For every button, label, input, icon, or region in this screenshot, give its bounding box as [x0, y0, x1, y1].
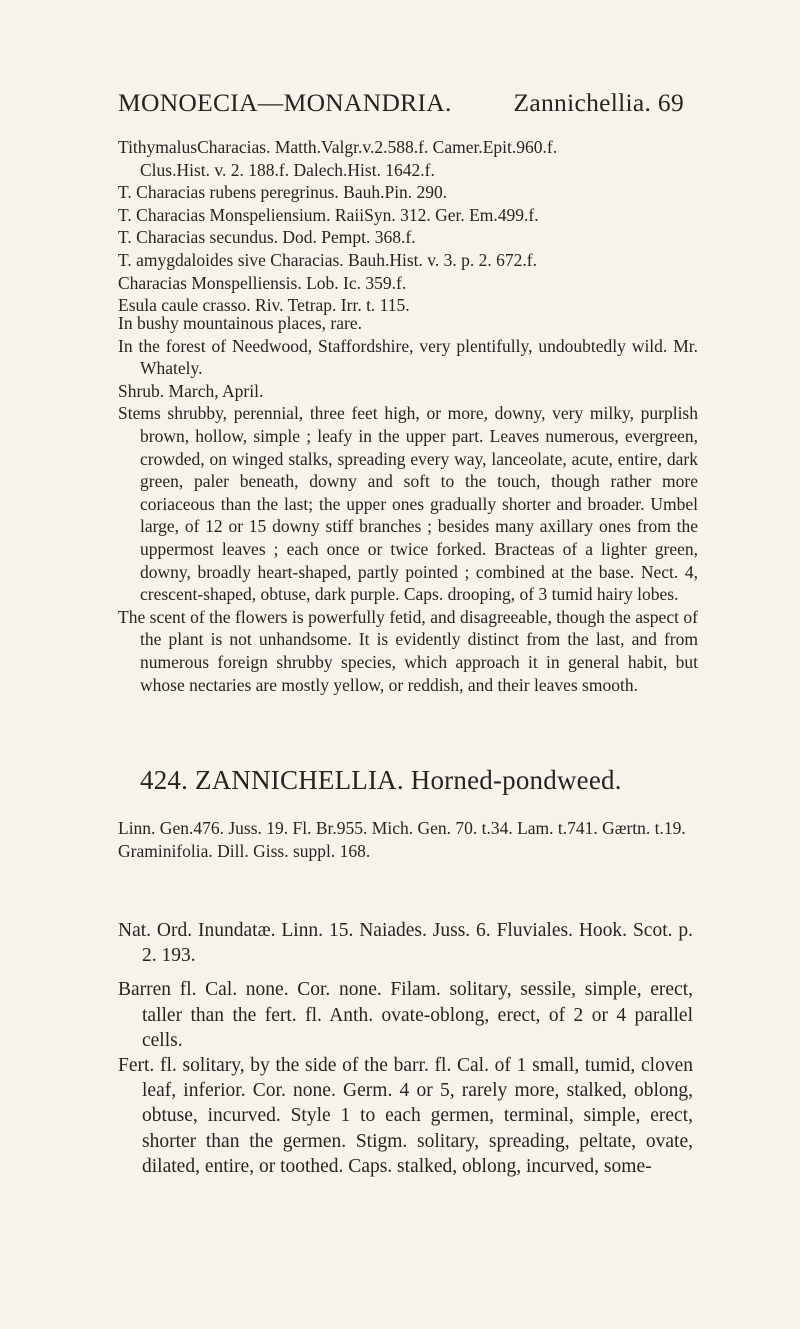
species-synonyms — [118, 136, 698, 317]
genus-page-title: Zannichellia. — [513, 88, 652, 117]
genus-name: ZANNICHELLIA. — [195, 765, 404, 795]
page-number: 69 — [657, 88, 684, 117]
genus-references — [118, 817, 690, 862]
fertile-flower-text: Fert. fl. solitary, by the side of the barr. fl. Cal. of 1 small, tumid, cloven leaf, inferior. Cor. none. Germ. 4 or 5, rarely more, stalked, oblong, obtuse, incurved. Style 1 to each germen, terminal, simple, erect, shorter than the germen. Stigm. solitary, spreading, peltate, ovate, dilated, entire, or toothed. Caps. stalked, oblong, incurved, some- — [118, 1055, 693, 1177]
genus-synonym-text: Graminifolia. Dill. Giss. suppl. 168. — [118, 840, 371, 861]
synonym-line: Esula caule crasso. Riv. Tetrap. Irr. t. 115. — [118, 295, 410, 316]
locality-text: In the forest of Needwood, Staffordshire, very plentifully, undoubtedly wild. Mr. Whately. — [118, 335, 698, 379]
genus-number: 424. — [140, 765, 189, 795]
species-description: Stems shrubby, perennial, three feet high, or more, downy, very milky, purplish brown, hollow, simple ; leafy in the upper part. Leaves numerous, evergreen, crowded, on winged stalks, spreading every way, lanceolate, acute, entire, dark green, paler beneath, downy and soft to the touch, though rather more coriaceous than the last; the upper ones gradually shorter and broader. Umbel large, of 12 or 15 downy stiff branches ; besides many axillary ones from the uppermost leaves ; each once or twice forked. Bracteas of a lighter green, downy, broadly heart-shaped, partly pointed ; combined at the base. Nect. 4, crescent-shaped, obtuse, dark purple. Caps. drooping, of 3 tumid hairy lobes. — [118, 403, 698, 605]
synonym-line: T. amygdaloides sive Characias. Bauh.Hist. v. 3. p. 2. 672.f. — [118, 249, 537, 270]
synonym-line: T. Characias rubens peregrinus. Bauh.Pin. 290. — [118, 182, 448, 203]
species-remarks: The scent of the flowers is powerfully fetid, and disagreeable, though the aspect of the plant is not unhandsome. It is evidently distinct from the last, and from numerous foreign shrubby species, which approach it in general habit, but whose nectaries are mostly yellow, or reddish, and their leaves smooth. — [118, 606, 698, 695]
habitat-text: In bushy mountainous places, rare. — [118, 313, 362, 333]
running-title: MONOECIA—MONANDRIA. — [118, 88, 452, 117]
synonym-line: Characias Monspelliensis. Lob. Ic. 359.f. — [118, 272, 407, 293]
barren-flower-text: Barren fl. Cal. none. Cor. none. Filam. solitary, sessile, simple, erect, taller than the fert. fl. Anth. ovate-oblong, erect, of 2 or 4 parallel cells. — [118, 979, 693, 1051]
genus-description — [118, 918, 693, 1179]
genus-common-name: Horned-pondweed. — [410, 765, 622, 795]
genus-heading — [140, 765, 700, 796]
synonym-line: T. Characias secundus. Dod. Pempt. 368.f. — [118, 227, 416, 248]
synonym-line: Clus.Hist. v. 2. 188.f. Dalech.Hist. 1642.f. — [140, 159, 435, 180]
page-header-right — [513, 88, 684, 118]
synonym-line: TithymalusCharacias. Matth.Valgr.v.2.588.f. Camer.Epit.960.f. — [118, 137, 558, 157]
species-notes — [118, 312, 698, 696]
genus-reference-text: Linn. Gen.476. Juss. 19. Fl. Br.955. Mich. Gen. 70. t.34. Lam. t.741. Gærtn. t.19. — [118, 818, 686, 838]
synonym-line: T. Characias Monspeliensium. RaiiSyn. 312. Ger. Em.499.f. — [118, 204, 539, 225]
flowering-text: Shrub. March, April. — [118, 380, 264, 401]
natural-order-text: Nat. Ord. Inundatæ. Linn. 15. Naiades. Juss. 6. Fluviales. Hook. Scot. p. 2. 193. — [118, 920, 693, 967]
